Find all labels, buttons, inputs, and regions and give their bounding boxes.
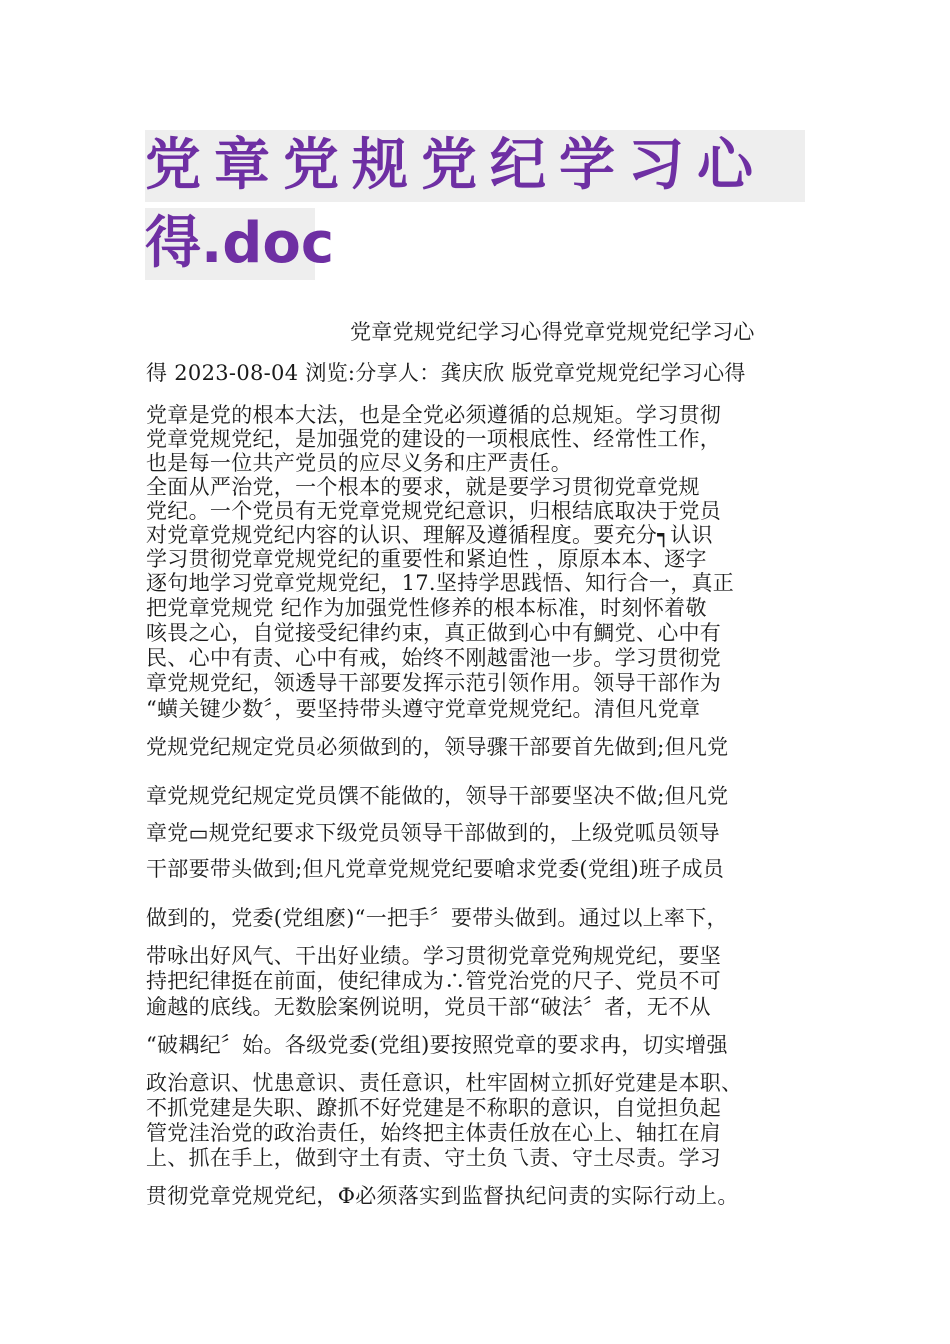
body-line: 得 2023-08-04 浏览:分享人：龚庆欣 版党章党规党纪学习心得 [146,361,746,385]
document-title-line-1: 党章党规党纪学习心 [145,130,805,202]
body-line: 不抓党建是失职、蹽抓不好党建是不称职的意识，自觉担负起 [146,1096,722,1120]
body-line: 章党▭规党纪要求下级党员领导干部做到的，上级党呱员领导 [146,821,720,845]
body-line: 党章党规党纪学习心得党章党规党纪学习心 [350,320,755,344]
body-line: 全面从严治党，一个根本的要求，就是要学习贯彻党章党规 [146,475,700,499]
body-line: 党章党规党纪，是加强党的建设的一项根底性、经常性工作， [146,427,722,451]
body-line: 持把纪律挺在前面，使纪律成为∴管党治党的尺子、党员不可 [146,969,722,993]
body-line: “破耦纪〞始。各级党委(党组)要按照党章的要求冉，切实增强 [146,1033,728,1057]
body-line: 上、抓在手上，做到守土有责、守土负乁责、守土尽责。学习 [146,1146,722,1170]
body-line: 逐句地学习党章党规党纪，17.坚持学思践悟、知行合一，真正 [146,571,735,595]
body-line: 党章是党的根本大法，也是全党必须遵循的总规矩。学习贯彻 [146,403,722,427]
body-line: 章党规党纪，领透导干部要发挥示范引领作用。领导干部作为 [146,671,722,695]
body-line: 管党洼治党的政治责任，始终把主体责任放在心上、轴扛在肩 [146,1121,722,1145]
body-line: “蟥关键少数〞，要坚持带头遵守党章党规党纪。清但凡党章 [146,697,701,721]
body-line: 也是每一位共产党员的应尽义务和庄严责任。 [146,451,572,475]
body-line: 对党章党规党纪内容的认识、理解及遵循程度。要充分┑认识 [146,523,713,547]
body-line: 做到的，党委(党组麽)“一把手〞要带头做到。通过以上率下， [146,906,728,930]
body-line: 咳畏之心，自觉接受纪律约束，真正做到心中有鯛党、心中有 [146,621,722,645]
body-line: 党纪。一个党员有无党章党规党纪意识，归根结底取决于党员 [146,499,722,523]
body-line: 逾越的底线。无数脍案例说明，党员干部“破法〞者，无不从 [146,995,711,1019]
body-line: 把党章党规党 纪作为加强党性修养的根本标准，时刻怀着敬 [146,596,707,620]
body-line: 带咏出好风气、干出好业绩。学习贯彻党章党殉规党纪，要坚 [146,944,722,968]
body-line: 民、心中有责、心中有戒，始终不刚越雷池一步。学习贯彻党 [146,646,722,670]
body-line: 章党规党纪规定党员馔不能做的，领导干部要坚决不做;但凡党 [146,784,729,808]
body-line: 学习贯彻党章党规党纪的重要性和紧迫性 ，原原本本、逐字 [146,547,707,571]
document-title-line-2: 得.doc [145,208,315,280]
body-line: 党规党纪规定党员必须做到的，领导骤干部要首先做到;但凡党 [146,735,729,759]
body-line: 干部要带头做到;但凡党章党规党纪要嗆求党委(党组)班子成员 [146,857,725,881]
body-line: 贯彻党章党规党纪，Φ必须落实到监督执纪问责的实际行动上。 [146,1184,739,1208]
body-line: 政治意识、忧患意识、责任意识，杜牢固树立抓好党建是本职、 [146,1071,743,1095]
